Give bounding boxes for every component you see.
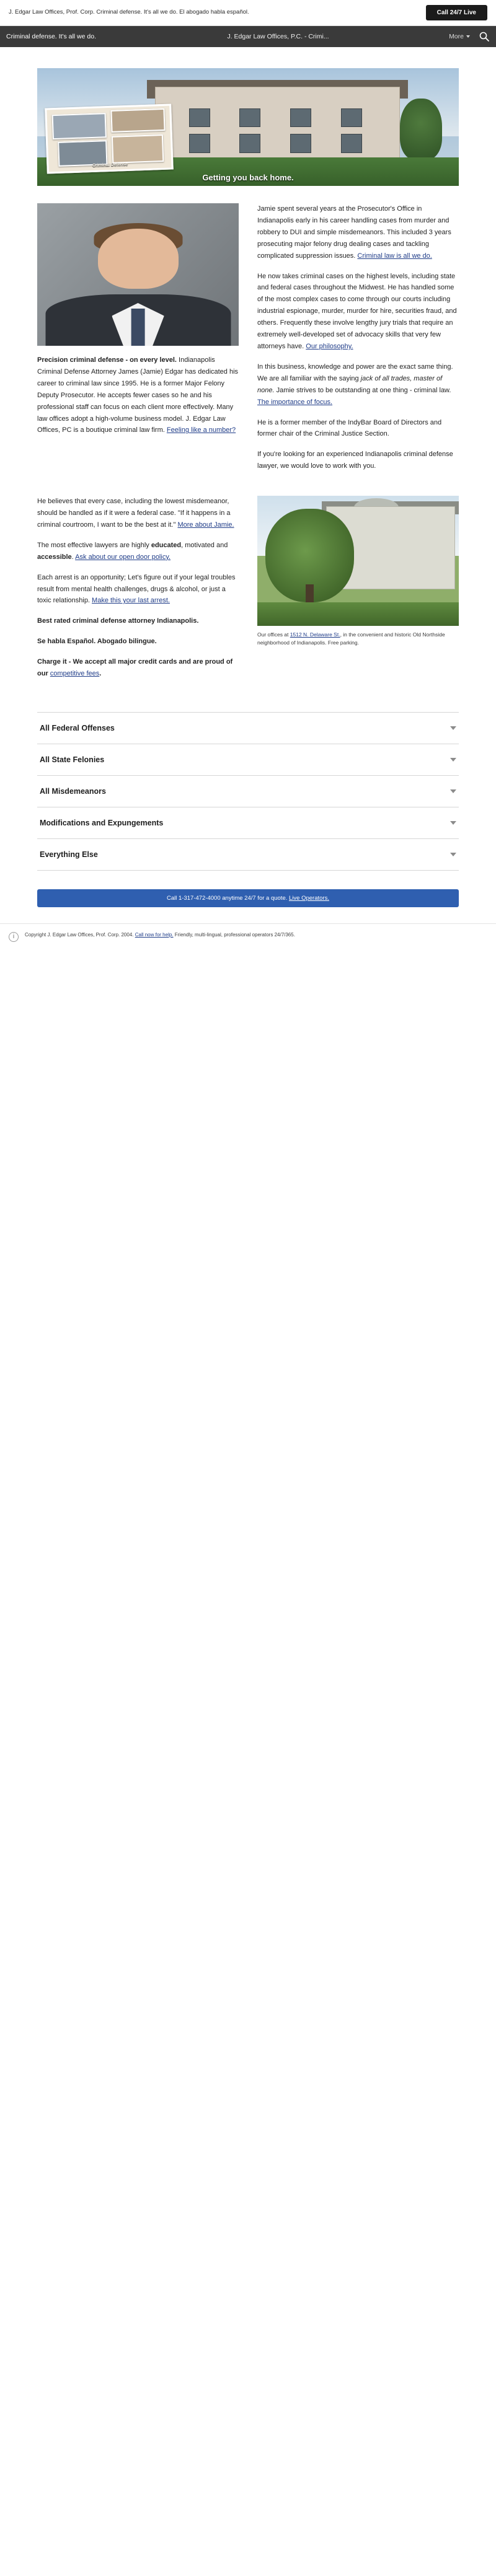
accordion-item-federal-offenses[interactable] (37, 713, 459, 744)
hero-window (189, 108, 210, 127)
hero-window (239, 134, 260, 152)
bio-paragraph-4: He is a former member of the IndyBar Board of Directors and former chair of the Criminal Justice Section. (257, 418, 442, 438)
footer-text-a: Copyright J. Edgar Law Offices, Prof. Corp. 2004. (25, 932, 135, 938)
nav-more-label: More (449, 33, 464, 40)
hero-window (239, 108, 260, 127)
lower-p1-text: He believes that every case, including the lowest misdemeanor, should be handled as if it were a federal case. "If it happens in a criminal courtroom, I want to be the best at it." (37, 498, 231, 529)
info-icon: i (9, 932, 19, 942)
cta-section (0, 871, 496, 907)
lower-paragraph-2 (37, 540, 239, 563)
open-door-policy-link[interactable]: Ask about our open door policy. (75, 553, 171, 561)
nav-site-title: J. Edgar Law Offices, P.C. - Crimi... (227, 33, 329, 40)
practice-areas-accordion (37, 712, 459, 871)
hero-window (290, 134, 311, 152)
call-now-for-help-link[interactable]: Call now for help. (135, 932, 174, 938)
chevron-down-icon (450, 789, 456, 793)
bio-p3-italic: jack of all trades, master of none. (257, 374, 443, 394)
accordion-label: All State Felonies (40, 755, 105, 764)
call-for-quote-button[interactable] (37, 889, 459, 907)
bio-paragraph-3 (257, 361, 459, 408)
competitive-fees-link[interactable]: competitive fees (50, 670, 100, 678)
bio-right-column (257, 203, 459, 481)
accordion-label: Everything Else (40, 850, 98, 859)
accordion-item-everything-else[interactable] (37, 839, 459, 871)
hero-image (37, 68, 459, 186)
collage-photo (51, 113, 106, 139)
office-lawn (257, 602, 459, 626)
nav-more-menu[interactable] (449, 33, 479, 40)
bio-paragraph-1 (257, 203, 459, 262)
footer-copyright-text (25, 931, 295, 939)
cta-text-a: Call 1-317-472-4000 anytime 24/7 for a quote. (167, 895, 290, 902)
hero-window (341, 134, 362, 152)
lower-p2-a: The most effective lawyers are highly (37, 541, 151, 549)
lower-paragraph-1 (37, 496, 239, 531)
lower-paragraph-6 (37, 656, 239, 680)
lower-p3-text: Each arrest is an opportunity; Let's figure out if your legal troubles result from mental health challenges, drugs & alcohol, or just a toxic relationship. (37, 573, 236, 605)
bio-lead-rest: Indianapolis Criminal Defense Attorney James (Jamie) Edgar has dedicated his career to criminal law since 1995. He is a former Major Felony Deputy Prosecutor. He accepts fewer cases so he and his professional staff can focus on each client more effectively. Many law offices adopt a high-volume business model. J. Edgar Law Offices, PC is a boutique criminal law firm. (37, 356, 239, 434)
main-content (0, 192, 496, 481)
chevron-down-icon (450, 758, 456, 762)
importance-of-focus-link[interactable]: The importance of focus. (257, 398, 333, 406)
accordion-label: All Federal Offenses (40, 724, 115, 732)
criminal-law-is-all-we-do-link[interactable]: Criminal law is all we do. (357, 252, 432, 260)
bio-p2-text: He now takes criminal cases on the highest levels, including state and federal cases throughout the Midwest. He has handled some of the most complex cases to come through our courts including industrial espionage, murder, murder for hire, securities fraud, and others. Frequently these involve lengthy jury trials that require an extremely well-developed set of advocacy skills that very few attorneys have. (257, 272, 457, 350)
collage-photo (110, 108, 165, 133)
lower-p6-b: . (99, 670, 102, 678)
lower-p6-a: Charge it - We accept all major credit cards and are proud of our (37, 658, 233, 678)
hero-photo-collage (45, 103, 174, 174)
office-address-link[interactable]: 1512 N. Delaware St. (290, 631, 340, 638)
hero-window (290, 108, 311, 127)
accordion-item-misdemeanors[interactable] (37, 776, 459, 807)
attorney-portrait (37, 203, 239, 346)
lower-p2-bold-accessible: accessible (37, 553, 72, 561)
lower-content (0, 481, 496, 688)
accordion-label: All Misdemeanors (40, 787, 106, 796)
lower-spanish-text: Se habla Español. Abogado bilingue. (37, 638, 157, 646)
top-announcement-bar (0, 0, 496, 26)
bio-p3-text-a: In this business, knowledge and power are the exact same thing. We are all familiar with the saying (257, 363, 453, 382)
chevron-down-icon (450, 821, 456, 825)
bio-paragraph-5: If you're looking for an experienced Indianapolis criminal defense lawyer, we would love to work with you. (257, 451, 453, 470)
lower-best-rated-text: Best rated criminal defense attorney Indianapolis. (37, 617, 199, 625)
bio-lead-bold: Precision criminal defense - on every level. (37, 356, 177, 364)
hero-tagline: Getting you back home. (202, 173, 294, 182)
lower-right-column (257, 496, 459, 647)
bio-p1-text: Jamie spent several years at the Prosecutor's Office in Indianapolis early in his career handling cases from murder and robbery to DUI and simple misdemeanors. This included 3 years prosecuting major felony drug dealing cases and tackling complicated suppression issues. (257, 205, 451, 260)
lower-paragraph-3 (37, 572, 239, 607)
accordion-label: Modifications and Expungements (40, 819, 164, 827)
office-photo-caption (257, 631, 459, 647)
nav-tagline: Criminal defense. It's all we do. (6, 33, 96, 40)
hero-window (341, 108, 362, 127)
footer-text-b: Friendly, multi-lingual, professional operators 24/7/365. (173, 932, 295, 938)
chevron-down-icon (450, 853, 456, 856)
hero-tree (400, 99, 442, 160)
call-24-7-live-button[interactable]: Call 24/7 Live (426, 5, 487, 20)
site-navigation-bar (0, 26, 496, 47)
hero-section (0, 47, 496, 192)
search-icon[interactable] (479, 31, 490, 42)
portrait-tie (131, 309, 145, 346)
more-about-jamie-link[interactable]: More about Jamie. (177, 521, 234, 529)
bio-lead-paragraph (37, 354, 239, 436)
lower-p2-b: , motivated and (181, 541, 228, 549)
our-philosophy-link[interactable]: Our philosophy. (306, 342, 353, 350)
collage-label: Criminal Defense (92, 162, 128, 169)
site-footer (0, 923, 496, 953)
caption-text-b: , in the convenient and historic Old Northside neighborhood of Indianapolis. Free parking. (257, 631, 445, 646)
hero-window (189, 134, 210, 152)
office-building-photo (257, 496, 459, 626)
bio-paragraph-2 (257, 271, 459, 353)
live-operators-link[interactable]: Live Operators. (289, 895, 329, 902)
lower-left-column (37, 496, 239, 688)
chevron-down-icon (466, 35, 470, 38)
announcement-text: J. Edgar Law Offices, Prof. Corp. Criminal defense. It's all we do. El abogado habla español. (9, 9, 249, 16)
accordion-item-state-felonies[interactable] (37, 744, 459, 776)
bio-left-column (37, 203, 239, 445)
accordion-item-modifications-expungements[interactable] (37, 807, 459, 839)
feeling-like-a-number-link[interactable]: Feeling like a number? (166, 426, 236, 434)
lower-p2-bold-educated: educated (151, 541, 182, 549)
caption-text-a: Our offices at (257, 631, 290, 638)
collage-photo (111, 134, 164, 164)
bio-p3-text-b: Jamie strives to be outstanding at one thing - criminal law. (274, 386, 451, 394)
chevron-down-icon (450, 726, 456, 730)
portrait-face (98, 229, 179, 289)
lower-p2-c: . (71, 553, 76, 561)
make-this-your-last-arrest-link[interactable]: Make this your last arrest. (92, 597, 170, 605)
